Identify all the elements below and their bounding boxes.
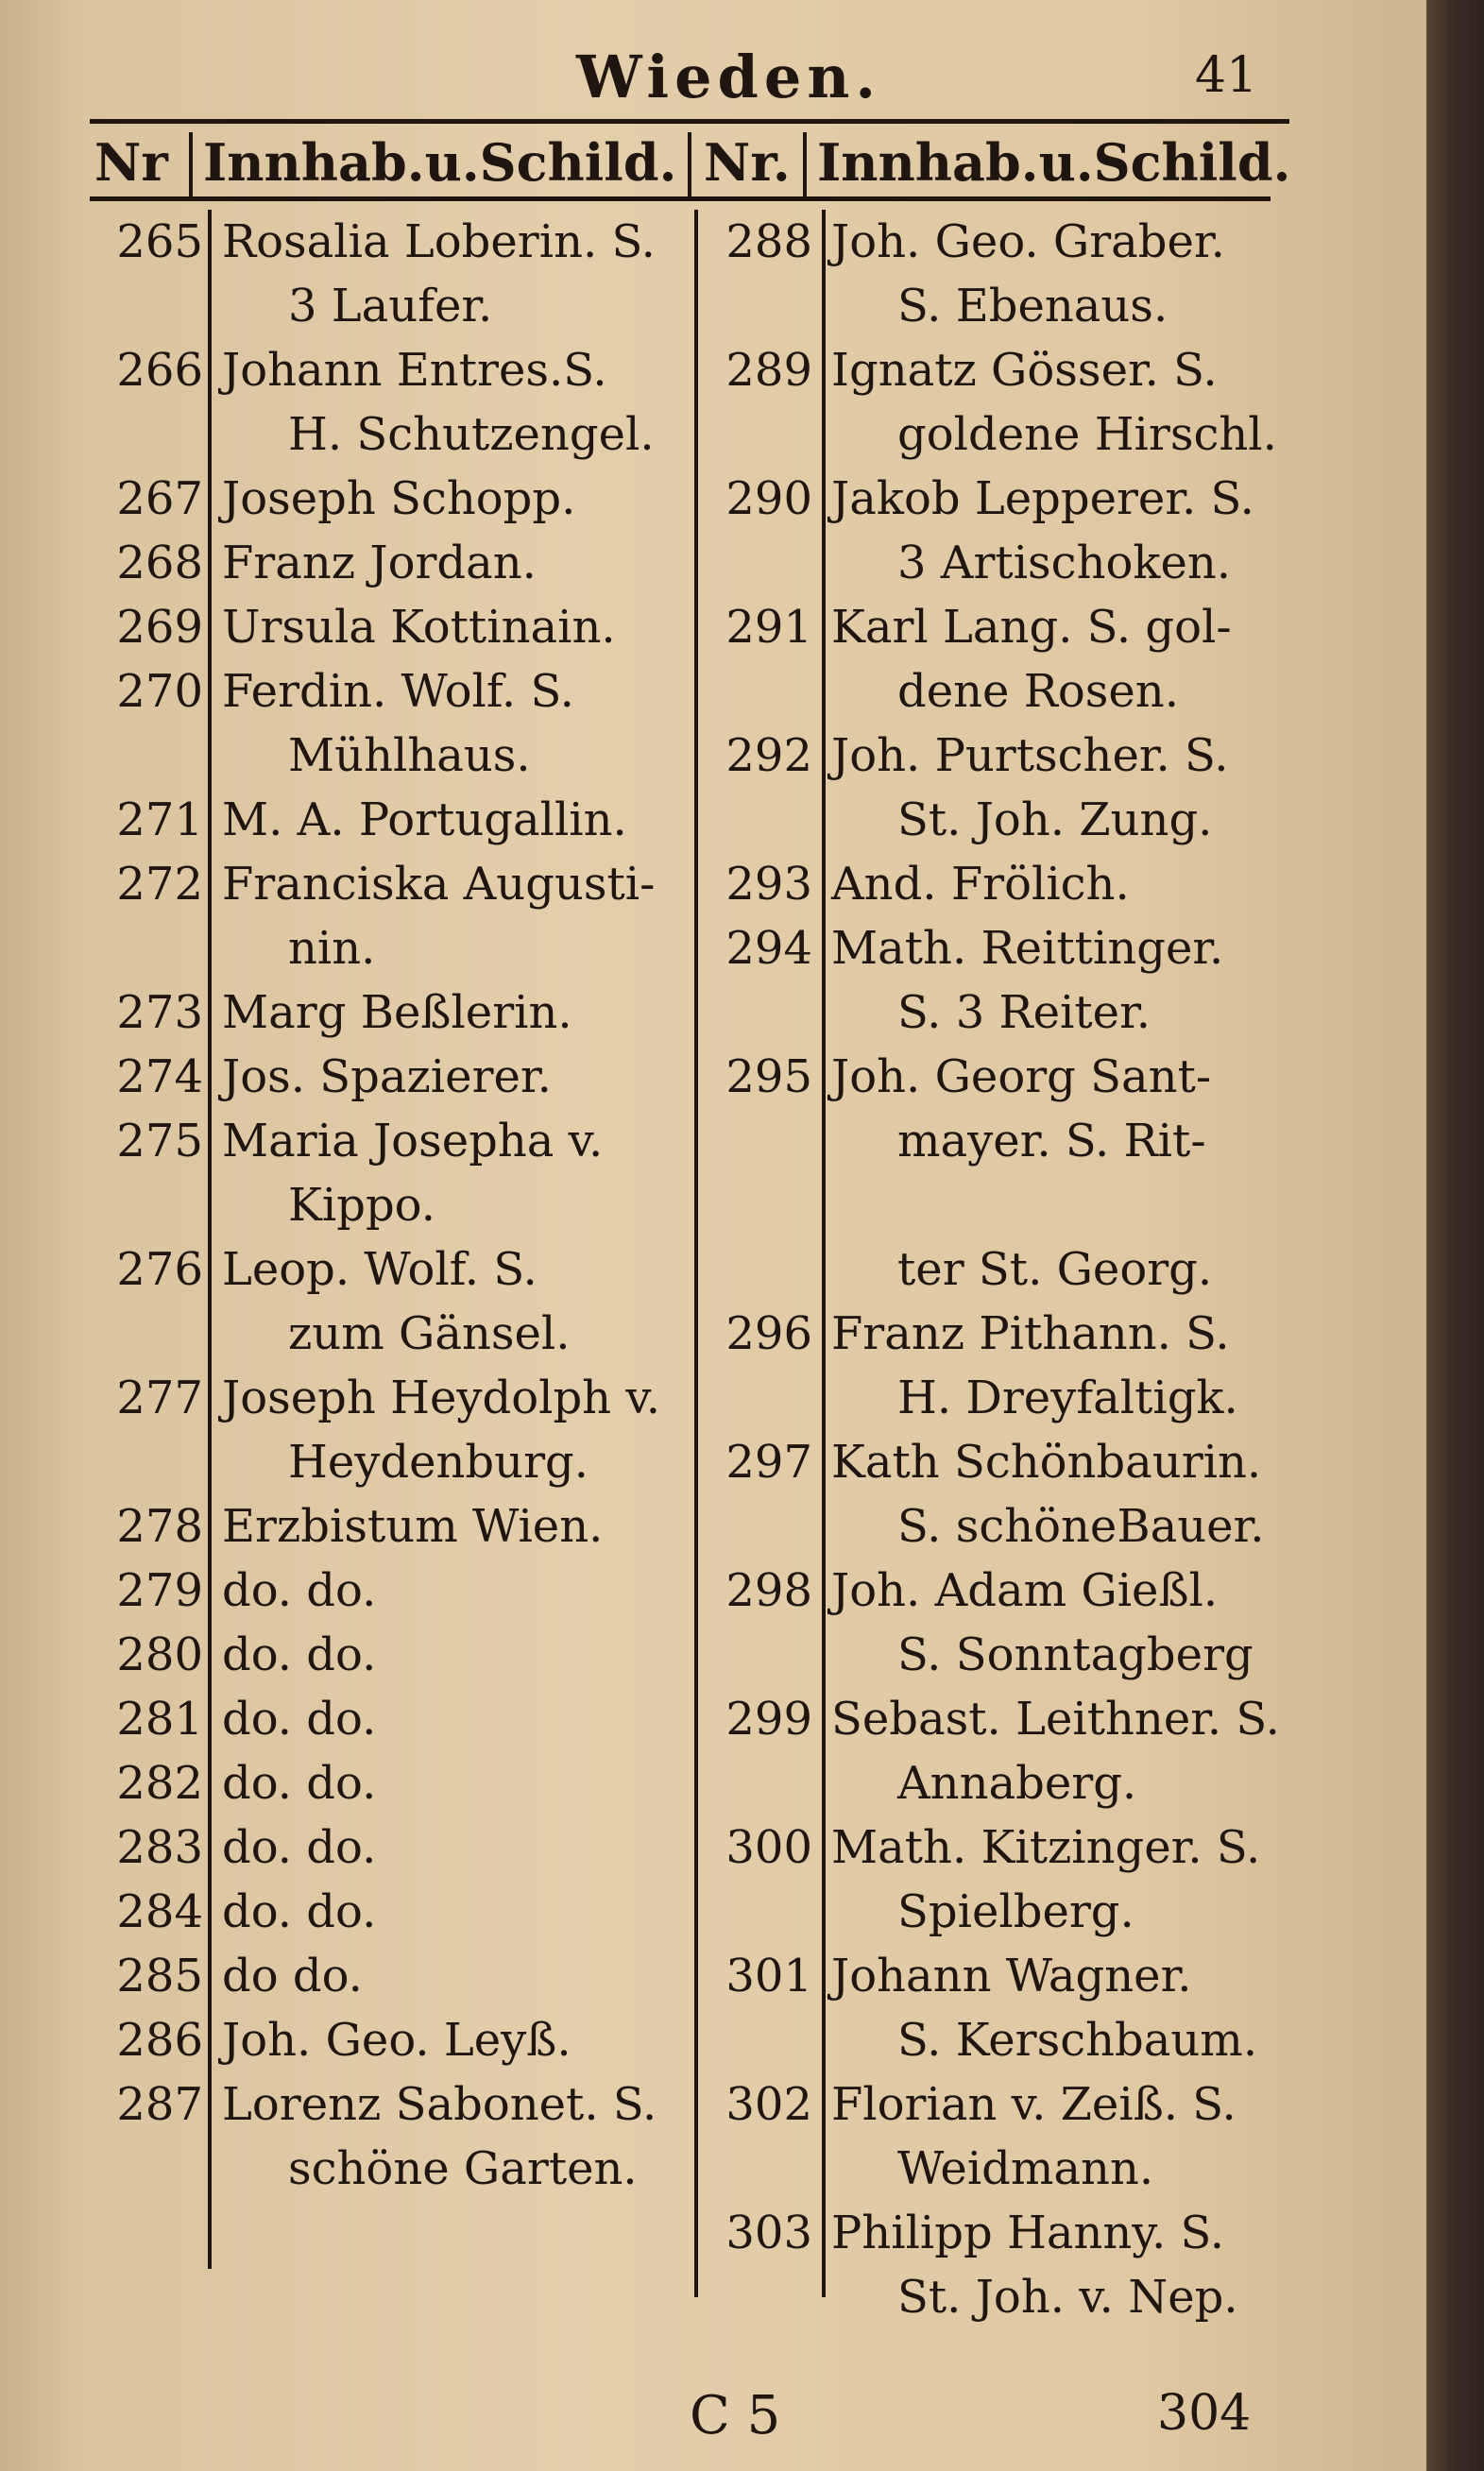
owner-name: Ursula Kottinain. [222,601,616,654]
owner-name [831,1173,1379,1237]
header-divider-center [688,132,691,198]
house-number: 285 [116,1950,203,2002]
owner-name: do. do. [222,1757,377,1810]
shop-sign: 3 Laufer. [288,280,493,332]
list-item [90,1237,694,1366]
shop-sign: Kippo. [288,1179,435,1232]
owner-name: do. do. [222,1564,377,1617]
owner-name: Maria Josepha v. [222,1115,604,1167]
catchword: 304 [1157,2385,1252,2442]
house-number: 282 [116,1757,203,1810]
owner-name: Jakob Lepperer. S. [831,472,1254,525]
list-item [90,788,694,852]
list-item [699,1815,1379,1944]
page-title: Wieden. [576,43,881,111]
house-number: 296 [725,1307,812,1360]
house-number: 277 [116,1372,203,1424]
house-number: 270 [116,665,203,718]
list-item [90,1494,694,1559]
shop-sign: St. Joh. v. Nep. [897,2271,1238,2324]
list-item [90,210,694,338]
house-number: 271 [116,793,203,846]
list-item [90,659,694,788]
shop-sign: schöne Garten. [288,2142,638,2195]
center-column-rule [694,210,698,2297]
owner-name: And. Frölich. [831,858,1130,911]
list-item [699,338,1379,467]
house-number: 292 [725,729,812,782]
list-item [90,980,694,1045]
owner-name: Johann Wagner. [831,1950,1192,2002]
list-item [90,852,694,980]
header-divider-right [803,132,807,198]
owner-name: Jos. Spazierer. [222,1050,552,1103]
house-number: 268 [116,537,203,589]
shop-sign: S. schöneBauer. [897,1500,1265,1553]
owner-name: do. do. [222,1693,377,1746]
list-item [699,1302,1379,1430]
shop-sign: St. Joh. Zung. [897,793,1213,846]
shop-sign: S. Kerschbaum. [897,2014,1258,2067]
house-number: 265 [116,215,203,268]
left-nr-header: Nr [94,132,168,193]
owner-name: Franz Pithann. S. [831,1307,1230,1360]
list-item [90,1815,694,1880]
owner-name: Math. Kitzinger. S. [831,1821,1261,1874]
header-rule-top [90,119,1289,124]
shop-sign: H. Dreyfaltigk. [897,1372,1238,1424]
owner-name: Joseph Schopp. [222,472,576,525]
header-rule-bottom [90,196,1271,201]
list-item [90,531,694,595]
owner-name: do do. [222,1950,363,2002]
house-number: 284 [116,1885,203,1938]
list-item [699,1430,1379,1559]
book-edge [1426,0,1484,2471]
house-number: 303 [725,2207,812,2259]
house-number: 301 [725,1950,812,2002]
left-label-header: Innhab.u.Schild. [203,132,677,193]
owner-name: Franz Jordan. [222,537,537,589]
right-column [699,210,1379,2329]
list-item [90,1687,694,1751]
list-item [699,724,1379,852]
list-item [90,338,694,467]
shop-sign: S. Ebenaus. [897,280,1168,332]
owner-name: Joh. Purtscher. S. [831,729,1229,782]
house-number: 275 [116,1115,203,1167]
list-item [90,1366,694,1494]
house-number: 281 [116,1693,203,1746]
house-number: 299 [725,1693,812,1746]
list-item [699,1173,1379,1302]
house-number: 266 [116,344,203,397]
list-item [90,1751,694,1815]
list-item [90,467,694,531]
house-number: 291 [725,601,812,654]
owner-name: Kath Schönbaurin. [831,1436,1262,1489]
list-item [90,1109,694,1237]
list-item [90,1045,694,1109]
list-item [90,1880,694,1944]
owner-name: Joh. Adam Gießl. [831,1564,1219,1617]
owner-name: do. do. [222,1885,377,1938]
house-number: 290 [725,472,812,525]
left-column [90,210,694,2201]
list-item [699,2072,1379,2201]
house-number: 300 [725,1821,812,1874]
page-number: 41 [1195,47,1258,104]
shop-sign: S. 3 Reiter. [897,986,1151,1039]
house-number: 278 [116,1500,203,1553]
shop-sign: ter St. Georg. [897,1243,1213,1296]
list-item [699,1944,1379,2072]
list-item [90,1944,694,2008]
owner-name: M. A. Portugallin. [222,793,627,846]
list-item [699,916,1379,1045]
house-number: 286 [116,2014,203,2067]
house-number: 293 [725,858,812,911]
house-number: 274 [116,1050,203,1103]
shop-sign: nin. [288,922,376,975]
list-item [699,1687,1379,1815]
list-item [699,1559,1379,1687]
shop-sign: S. Sonntagberg [897,1628,1254,1681]
owner-name: Lorenz Sabonet. S. [222,2078,657,2131]
house-number: 287 [116,2078,203,2131]
list-item [699,467,1379,595]
right-label-header: Innhab.u.Schild. [817,132,1291,193]
shop-sign: mayer. S. Rit- [897,1115,1206,1167]
house-number: 298 [725,1564,812,1617]
house-number: 283 [116,1821,203,1874]
list-item [699,2201,1379,2329]
shop-sign: dene Rosen. [897,665,1179,718]
owner-name: Joh. Geo. Leyß. [222,2014,571,2067]
list-item [699,1045,1379,1173]
list-item [90,2008,694,2072]
list-item [90,595,694,659]
list-item [699,852,1379,916]
owner-name: Math. Reittinger. [831,922,1224,975]
shop-sign: zum Gänsel. [288,1307,571,1360]
owner-name: Marg Beßlerin. [222,986,572,1039]
owner-name: Ignatz Gösser. S. [831,344,1218,397]
house-number: 294 [725,922,812,975]
owner-name: Joseph Heydolph v. [222,1372,661,1424]
owner-name: Karl Lang. S. gol- [831,601,1232,654]
owner-name: do. do. [222,1821,377,1874]
right-entry-list [699,210,1379,2329]
list-item [699,210,1379,338]
right-nr-header: Nr. [704,132,791,193]
house-number: 289 [725,344,812,397]
house-number: 267 [116,472,203,525]
owner-name: Joh. Geo. Graber. [831,215,1225,268]
house-number: 297 [725,1436,812,1489]
owner-name: Sebast. Leithner. S. [831,1693,1280,1746]
list-item [90,1559,694,1623]
owner-name: do. do. [222,1628,377,1681]
owner-name: Philipp Hanny. S. [831,2207,1224,2259]
left-entry-list [90,210,694,2201]
signature-mark: C 5 [690,2385,781,2446]
list-item [90,2072,694,2201]
list-item [90,1623,694,1687]
shop-sign: Spielberg. [897,1885,1134,1938]
shop-sign: Mühlhaus. [288,729,531,782]
shop-sign: Heydenburg. [288,1436,588,1489]
house-number: 276 [116,1243,203,1296]
shop-sign: Weidmann. [897,2142,1154,2195]
shop-sign: Annaberg. [897,1757,1137,1810]
house-number: 288 [725,215,812,268]
shop-sign: 3 Artischoken. [897,537,1232,589]
house-number: 280 [116,1628,203,1681]
house-number: 272 [116,858,203,911]
header-divider-left [189,132,193,198]
owner-name: Ferdin. Wolf. S. [222,665,574,718]
owner-name: Joh. Georg Sant- [831,1050,1212,1103]
owner-name: Florian v. Zeiß. S. [831,2078,1237,2131]
list-item [699,595,1379,724]
house-number: 273 [116,986,203,1039]
owner-name: Erzbistum Wien. [222,1500,604,1553]
shop-sign: goldene Hirschl. [897,408,1277,461]
house-number: 279 [116,1564,203,1617]
owner-name: Johann Entres.S. [222,344,607,397]
shop-sign: H. Schutzengel. [288,408,655,461]
owner-name: Franciska Augusti- [222,858,656,911]
house-number: 295 [725,1050,812,1103]
house-number: 269 [116,601,203,654]
house-number: 302 [725,2078,812,2131]
owner-name: Rosalia Loberin. S. [222,215,656,268]
owner-name: Leop. Wolf. S. [222,1243,537,1296]
